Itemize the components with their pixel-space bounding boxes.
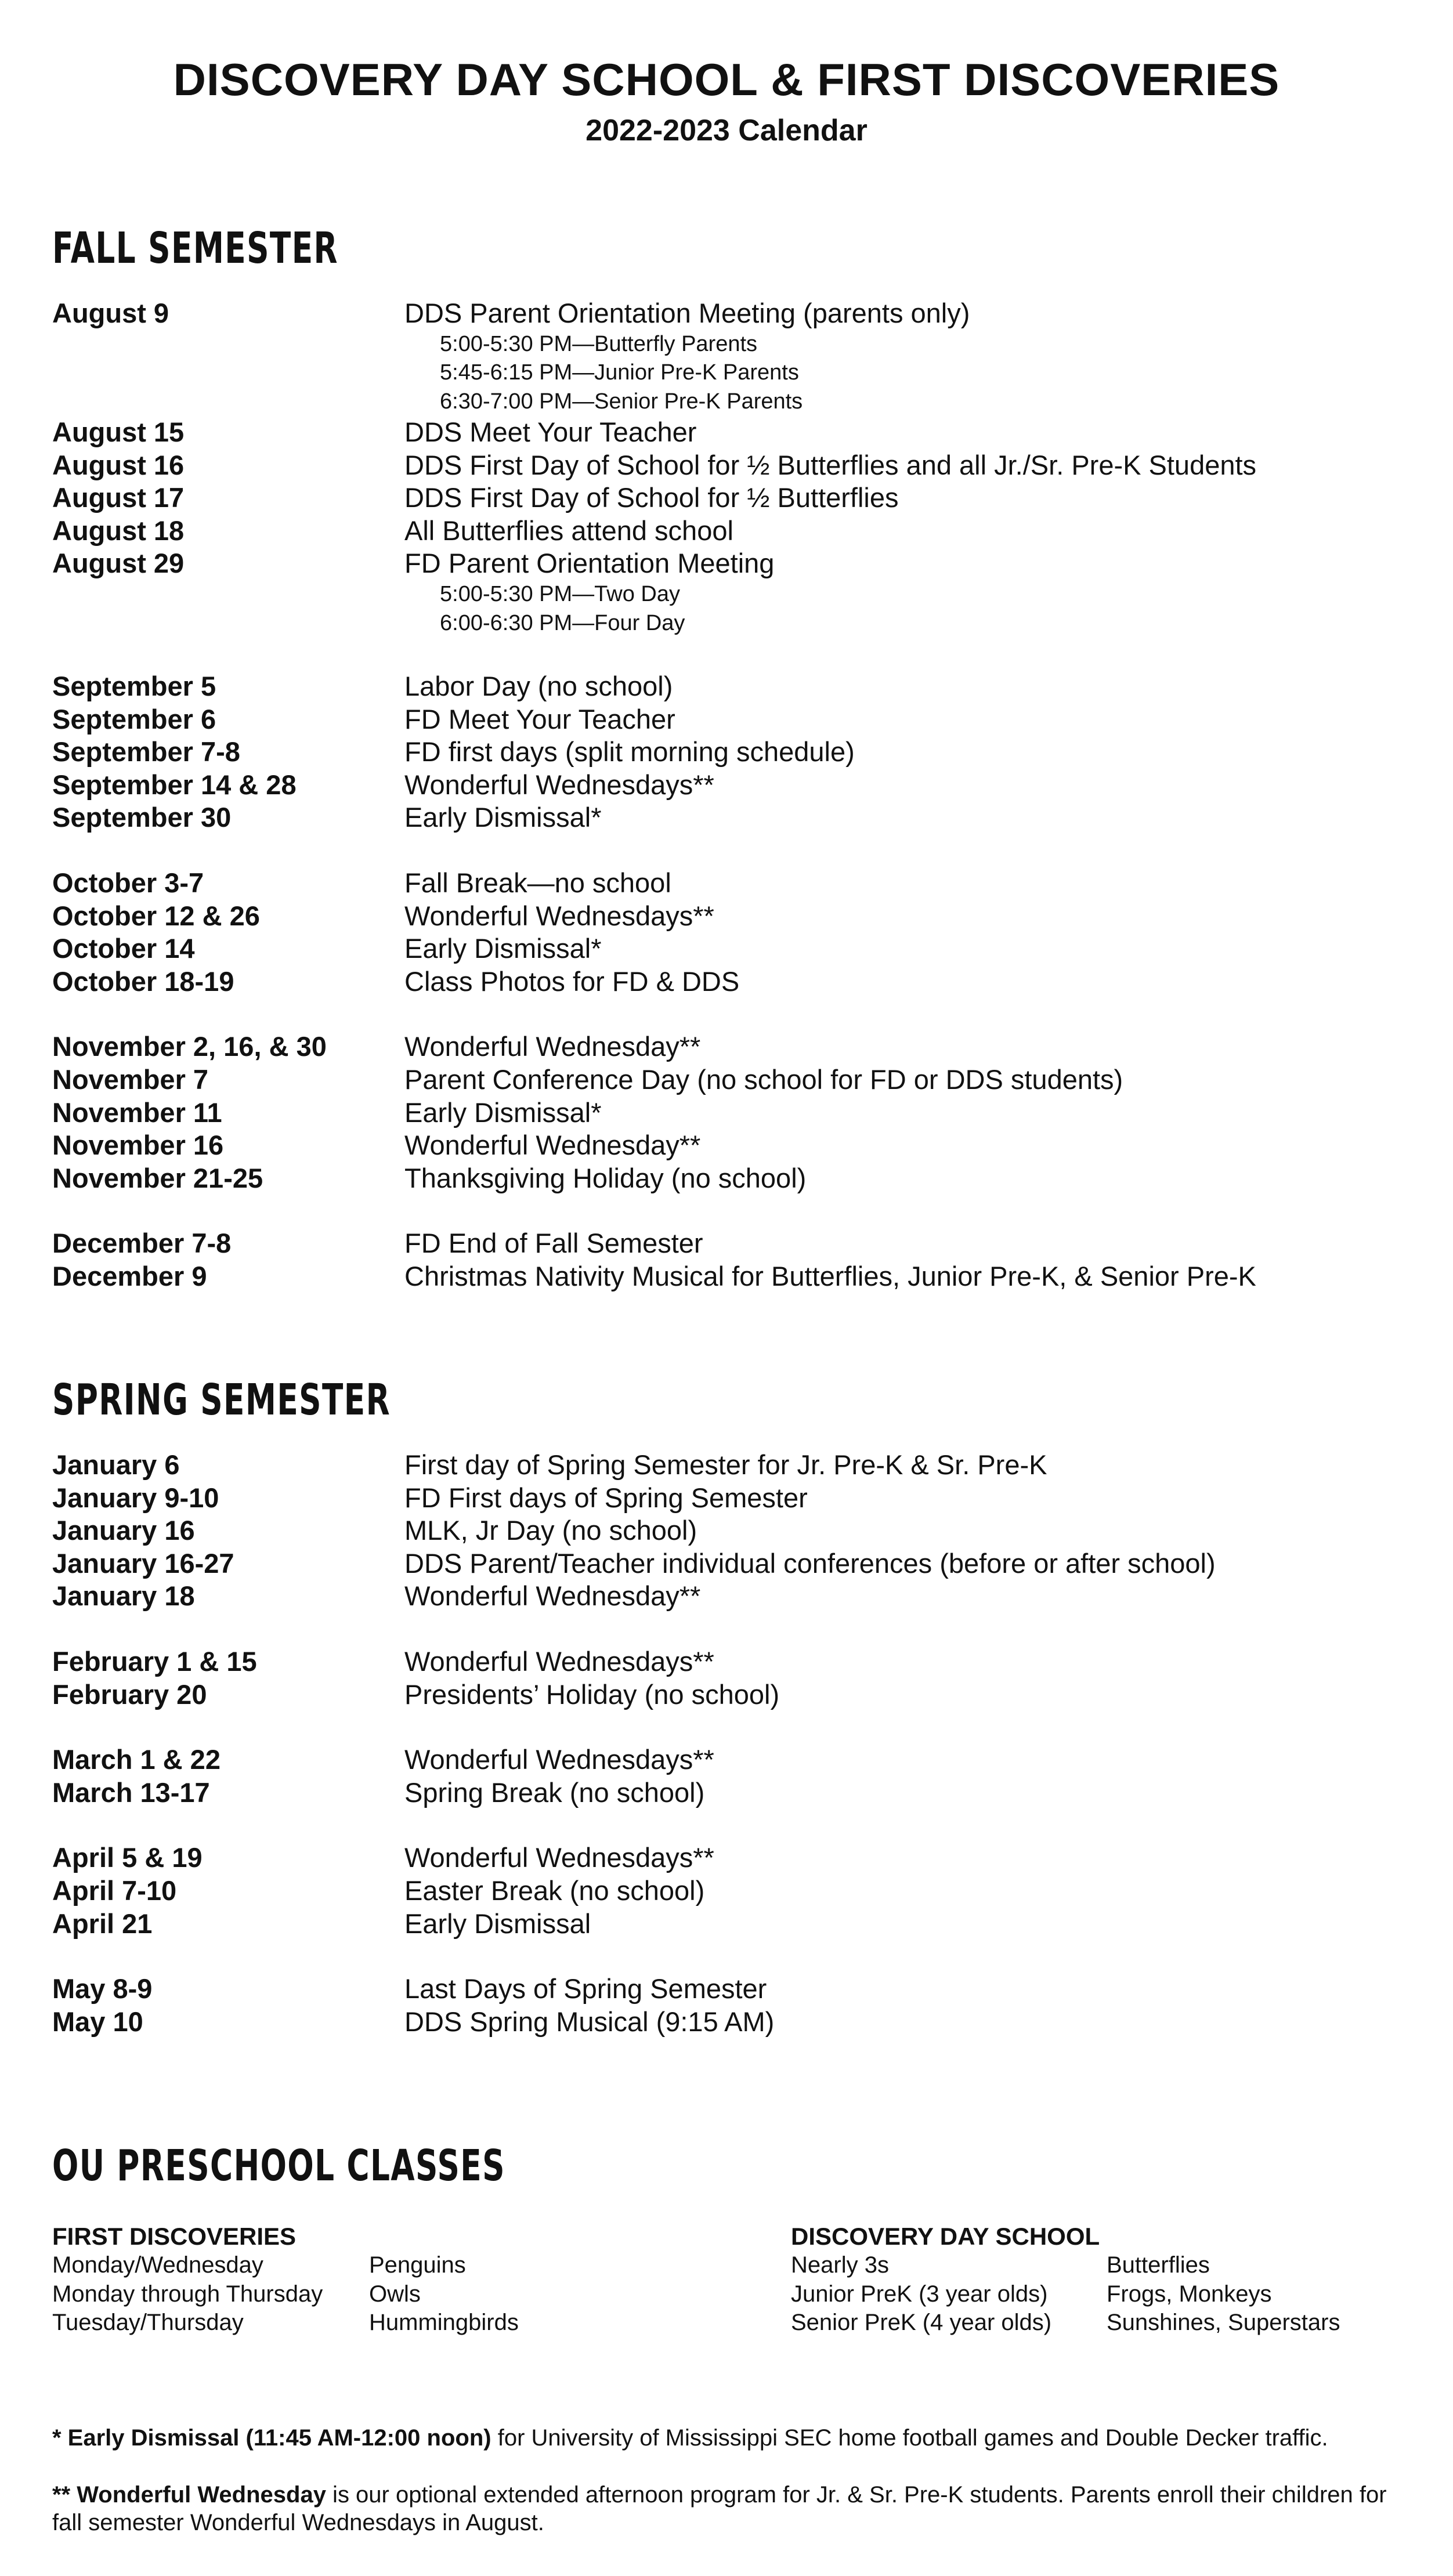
- early-dismissal-note: [52, 2424, 1410, 2452]
- entry-date: August 29: [52, 548, 185, 579]
- entry-detail-row: [52, 609, 1433, 638]
- calendar-entry: [52, 1841, 1433, 1875]
- calendar-entry: [52, 1777, 1433, 1810]
- spring-semester-list: [52, 1449, 1433, 2038]
- entry-event: Wonderful Wednesdays**: [404, 1645, 714, 1677]
- entry-event: DDS Parent Orientation Meeting (parents only): [404, 298, 970, 328]
- entry-date: January 16-27: [52, 1547, 234, 1579]
- calendar-entry: [52, 1129, 1433, 1162]
- entry-event: Wonderful Wednesdays**: [404, 1842, 714, 1873]
- entry-date: August 9: [52, 298, 169, 328]
- month-spacer: [52, 998, 1433, 1030]
- entry-date: October 3-7: [52, 867, 204, 899]
- calendar-entry: [52, 1875, 1433, 1908]
- first-discoveries-classes: [52, 2222, 749, 2338]
- class-name: Butterflies: [1107, 2252, 1210, 2278]
- entry-date: March 13-17: [52, 1777, 210, 1808]
- note-text: is our optional extended afternoon program for Jr. & Sr. Pre-K students. Parents enroll their children for fall semester Wonderful Wednesdays in August.: [52, 2482, 1387, 2535]
- entry-date: October 12 & 26: [52, 900, 260, 931]
- calendar-entry: [52, 1743, 1433, 1777]
- entry-date: May 8-9: [52, 1973, 153, 2005]
- entry-date: November 21-25: [52, 1162, 263, 1193]
- class-schedule: Tuesday/Thursday: [52, 2310, 244, 2335]
- entry-event: Wonderful Wednesday**: [404, 1580, 701, 1612]
- month-spacer: [52, 834, 1433, 867]
- entry-detail: 5:00-5:30 PM—Two Day: [440, 582, 680, 607]
- entry-date: September 6: [52, 703, 216, 735]
- calendar-entry: [52, 801, 1433, 834]
- calendar-entry: [52, 482, 1433, 515]
- entry-date: September 30: [52, 802, 232, 833]
- class-name: Owls: [369, 2281, 421, 2307]
- calendar-entry: [52, 1514, 1433, 1547]
- fall-semester-list: [52, 297, 1433, 1293]
- entry-event: DDS First Day of School for ½ Butterflies: [404, 482, 899, 513]
- entry-event: Early Dismissal*: [404, 933, 602, 964]
- calendar-entry: [52, 1227, 1433, 1260]
- entry-event: DDS Spring Musical (9:15 AM): [404, 2006, 775, 2037]
- entry-date: April 21: [52, 1908, 153, 1939]
- calendar-entry: [52, 1547, 1433, 1580]
- calendar-entry: [52, 297, 1433, 330]
- entry-detail-row: [52, 359, 1433, 388]
- entry-date: January 6: [52, 1449, 180, 1480]
- entry-event: FD Parent Orientation Meeting: [404, 548, 775, 579]
- entry-event: Early Dismissal*: [404, 1097, 602, 1128]
- calendar-entry: [52, 965, 1433, 998]
- class-schedule: Junior PreK (3 year olds): [791, 2281, 1048, 2307]
- entry-date: March 1 & 22: [52, 1744, 221, 1775]
- entry-event: Parent Conference Day (no school for FD or DDS students): [404, 1064, 1123, 1095]
- entry-date: January 9-10: [52, 1482, 219, 1513]
- entry-event: DDS Parent/Teacher individual conferences (before or after school): [404, 1547, 1216, 1579]
- calendar-entry: [52, 1580, 1433, 1613]
- entry-date: September 5: [52, 671, 216, 702]
- calendar-entry: [52, 1449, 1433, 1482]
- entry-detail: 5:00-5:30 PM—Butterfly Parents: [440, 331, 758, 356]
- page-title: DISCOVERY DAY SCHOOL & FIRST DISCOVERIES: [173, 54, 1280, 105]
- wonderful-wednesday-note: [52, 2481, 1410, 2537]
- class-name: Sunshines, Superstars: [1107, 2310, 1340, 2335]
- calendar-entry: [52, 1260, 1433, 1293]
- entry-event: First day of Spring Semester for Jr. Pre-K & Sr. Pre-K: [404, 1449, 1047, 1480]
- entry-date: April 5 & 19: [52, 1842, 203, 1873]
- class-row: [52, 2251, 749, 2280]
- entry-event: FD Meet Your Teacher: [404, 703, 675, 735]
- class-name: Penguins: [369, 2252, 466, 2278]
- calendar-entry: [52, 1482, 1433, 1515]
- month-spacer: [52, 1613, 1433, 1645]
- entry-date: August 17: [52, 482, 185, 513]
- entry-event: Labor Day (no school): [404, 671, 673, 702]
- calendar-entry: [52, 547, 1433, 580]
- entry-event: Wonderful Wednesdays**: [404, 900, 714, 931]
- calendar-entry: [52, 900, 1433, 933]
- class-row: [791, 2280, 1429, 2309]
- class-row: [52, 2309, 749, 2338]
- note-term: ** Wonderful Wednesday: [52, 2482, 326, 2508]
- entry-date: November 2, 16, & 30: [52, 1031, 327, 1062]
- entry-date: August 16: [52, 449, 185, 480]
- entry-event: Fall Break—no school: [404, 867, 671, 899]
- entry-event: Spring Break (no school): [404, 1777, 705, 1808]
- entry-date: February 1 & 15: [52, 1645, 257, 1677]
- entry-date: September 7-8: [52, 736, 240, 768]
- class-schedule: Nearly 3s: [791, 2252, 889, 2278]
- calendar-entry: [52, 1645, 1433, 1678]
- entry-date: December 9: [52, 1260, 207, 1291]
- note-term: * Early Dismissal (11:45 AM-12:00 noon): [52, 2425, 491, 2451]
- calendar-entry: [52, 1908, 1433, 1941]
- calendar-entry: [52, 515, 1433, 548]
- entry-event: Early Dismissal*: [404, 802, 602, 833]
- fall-semester-heading: FALL SEMESTER: [52, 223, 339, 273]
- entry-event: Thanksgiving Holiday (no school): [404, 1162, 807, 1193]
- calendar-entry: [52, 769, 1433, 802]
- preschool-classes-heading: OU PRESCHOOL CLASSES: [52, 2141, 505, 2191]
- entry-event: DDS First Day of School for ½ Butterflies and all Jr./Sr. Pre-K Students: [404, 449, 1257, 480]
- calendar-entry: [52, 867, 1433, 900]
- entry-event: MLK, Jr Day (no school): [404, 1515, 697, 1546]
- entry-event: Easter Break (no school): [404, 1875, 705, 1906]
- entry-date: May 10: [52, 2006, 143, 2037]
- entry-event: FD First days of Spring Semester: [404, 1482, 808, 1513]
- calendar-entry: [52, 1162, 1433, 1195]
- first-discoveries-title: FIRST DISCOVERIES: [52, 2223, 297, 2250]
- entry-detail-row: [52, 580, 1433, 609]
- entry-date: November 11: [52, 1097, 222, 1128]
- calendar-entry: [52, 1678, 1433, 1712]
- calendar-entry: [52, 2006, 1433, 2039]
- class-schedule: Senior PreK (4 year olds): [791, 2310, 1052, 2335]
- month-spacer: [52, 1940, 1433, 1973]
- entry-date: February 20: [52, 1678, 207, 1710]
- calendar-entry: [52, 932, 1433, 965]
- month-spacer: [52, 1195, 1433, 1227]
- month-spacer: [52, 1809, 1433, 1841]
- entry-event: Christmas Nativity Musical for Butterflies, Junior Pre-K, & Senior Pre-K: [404, 1260, 1256, 1291]
- entry-event: Wonderful Wednesdays**: [404, 1744, 714, 1775]
- calendar-entry: [52, 736, 1433, 769]
- entry-event: FD End of Fall Semester: [404, 1228, 703, 1259]
- entry-event: DDS Meet Your Teacher: [404, 417, 697, 448]
- entry-date: August 18: [52, 515, 185, 546]
- entry-event: Class Photos for FD & DDS: [404, 965, 740, 997]
- calendar-entry: [52, 416, 1433, 449]
- entry-event: All Butterflies attend school: [404, 515, 733, 546]
- entry-event: Wonderful Wednesday**: [404, 1130, 701, 1161]
- class-row: [52, 2280, 749, 2309]
- entry-date: January 18: [52, 1580, 195, 1612]
- discovery-day-school-classes: [791, 2222, 1429, 2338]
- page-subtitle: 2022-2023 Calendar: [585, 114, 868, 147]
- calendar-entry: [52, 1063, 1433, 1097]
- month-spacer: [52, 638, 1433, 670]
- calendar-entry: [52, 1030, 1433, 1063]
- calendar-entry: [52, 449, 1433, 482]
- entry-event: Wonderful Wednesdays**: [404, 769, 714, 800]
- entry-detail: 5:45-6:15 PM—Junior Pre-K Parents: [440, 360, 799, 385]
- class-name: Hummingbirds: [369, 2310, 519, 2335]
- entry-detail-row: [52, 388, 1433, 417]
- entry-event: FD first days (split morning schedule): [404, 736, 855, 768]
- entry-event: Early Dismissal: [404, 1908, 591, 1939]
- calendar-entry: [52, 703, 1433, 736]
- entry-detail: 6:00-6:30 PM—Four Day: [440, 610, 685, 635]
- entry-date: September 14 & 28: [52, 769, 297, 800]
- entry-date: October 18-19: [52, 965, 234, 997]
- spring-semester-heading: SPRING SEMESTER: [52, 1375, 391, 1425]
- entry-date: August 15: [52, 417, 185, 448]
- calendar-entry: [52, 670, 1433, 703]
- entry-event: Wonderful Wednesday**: [404, 1031, 701, 1062]
- class-schedule: Monday/Wednesday: [52, 2252, 263, 2278]
- entry-date: November 7: [52, 1064, 209, 1095]
- entry-date: October 14: [52, 933, 195, 964]
- calendar-entry: [52, 1097, 1433, 1130]
- calendar-entry: [52, 1973, 1433, 2006]
- class-row: [791, 2309, 1429, 2338]
- class-name: Frogs, Monkeys: [1107, 2281, 1272, 2307]
- entry-event: Last Days of Spring Semester: [404, 1973, 767, 2005]
- entry-date: January 16: [52, 1515, 195, 1546]
- note-text: for University of Mississippi SEC home football games and Double Decker traffic.: [491, 2425, 1328, 2451]
- month-spacer: [52, 1711, 1433, 1743]
- entry-detail: 6:30-7:00 PM—Senior Pre-K Parents: [440, 389, 803, 414]
- entry-date: November 16: [52, 1130, 224, 1161]
- entry-date: December 7-8: [52, 1228, 232, 1259]
- entry-detail-row: [52, 330, 1433, 359]
- class-schedule: Monday through Thursday: [52, 2281, 323, 2307]
- entry-event: Presidents’ Holiday (no school): [404, 1678, 780, 1710]
- entry-date: April 7-10: [52, 1875, 177, 1906]
- discovery-day-school-title: DISCOVERY DAY SCHOOL: [791, 2223, 1100, 2250]
- class-row: [791, 2251, 1429, 2280]
